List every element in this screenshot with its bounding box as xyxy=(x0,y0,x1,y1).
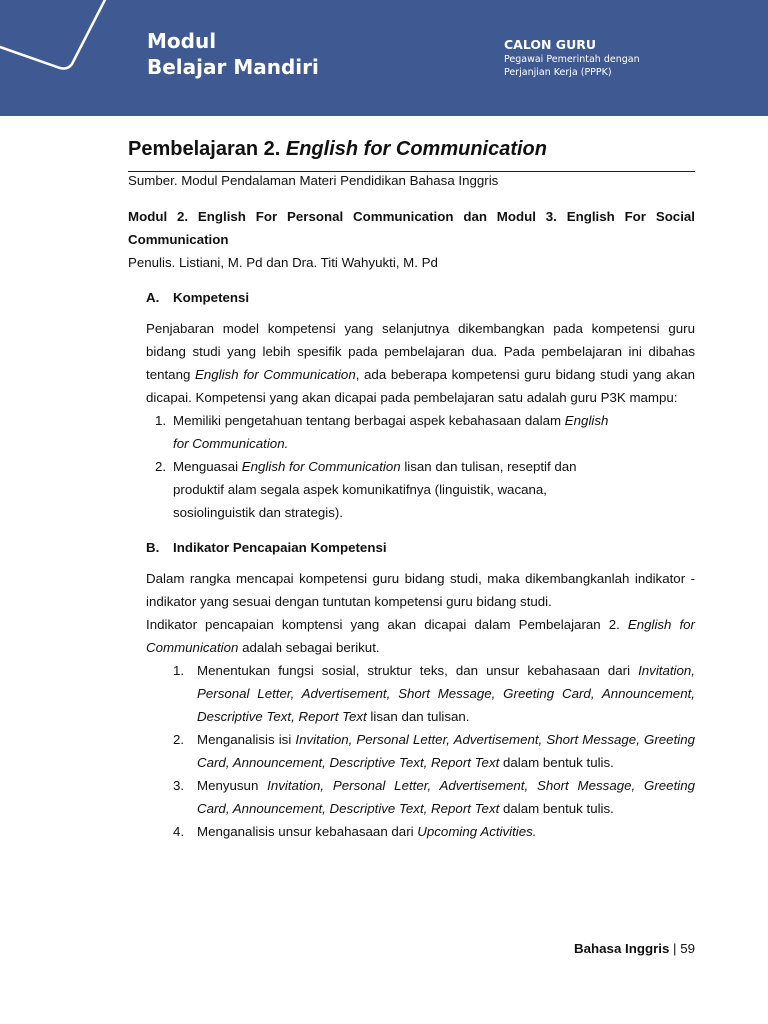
paragraph xyxy=(146,317,695,409)
page-title-prefix: Pembelajaran 2. xyxy=(128,138,286,160)
section-letter: B. xyxy=(146,540,160,555)
text: lisan dan tulisan. xyxy=(366,709,470,724)
module-title-line1: Modul xyxy=(147,29,217,53)
text-italic: Invitation, Personal Letter, Advertisement, Short Message, Greeting Card, Announcement, Descriptive Text, Report Text xyxy=(197,778,696,816)
page-content xyxy=(128,136,695,843)
page-title-italic: English for Communication xyxy=(285,138,547,160)
text: dalam bentuk tulis. xyxy=(499,801,614,816)
indicator-list xyxy=(146,659,695,843)
list-number: 2. xyxy=(155,459,167,474)
list-item xyxy=(146,728,695,774)
section-kompetensi xyxy=(128,286,695,524)
author-line: Penulis. Listiani, M. Pd dan Dra. Titi Wahyukti, M. Pd xyxy=(128,255,438,270)
list-item xyxy=(146,820,695,843)
text: Penjabaran model kompetensi yang selanjutnya dikembangkan pada kompetensi guru bidang studi yang lebih spesifik pada pembelajaran dua. Pada pembelajaran ini dibahas tentang xyxy=(146,321,695,382)
text: Menguasai xyxy=(173,459,242,474)
list-item xyxy=(146,409,695,455)
text: Menyusun xyxy=(197,778,268,793)
text-italic: Upcoming Activities. xyxy=(417,824,537,839)
page-footer xyxy=(574,940,695,958)
page-header xyxy=(0,0,768,116)
text-italic: English for Communication xyxy=(194,367,356,382)
list-number: 1. xyxy=(173,663,185,678)
paragraph: Dalam rangka mencapai kompetensi guru bidang studi, maka dikembangkanlah indikator - indikator yang sesuai dengan tuntutan kompetensi guru bidang studi. xyxy=(146,571,695,609)
module-reference: Modul 2. English For Personal Communication dan Modul 3. English For Social Communication xyxy=(128,209,695,247)
list-item xyxy=(146,659,695,728)
section-title: Kompetensi xyxy=(173,290,250,305)
text: , ada beberapa kompetensi guru bidang studi yang akan dicapai. Kompetensi yang akan dicapai pada pembelajaran satu adalah guru P3K mampu: xyxy=(146,367,695,405)
list-number: 2. xyxy=(173,732,185,747)
program-subtitle-line1: Pegawai Pemerintah dengan xyxy=(504,54,640,65)
header-program-info xyxy=(504,37,640,79)
text-italic: Invitation, Personal Letter, Advertisement, Short Message, Greeting Card, Announcement, Descriptive Text, Report Text xyxy=(197,663,695,724)
text: Menentukan fungsi sosial, struktur teks, dan unsur kebahasaan dari xyxy=(197,663,639,678)
text-italic: Invitation, Personal Letter, Advertisement, Short Message, Greeting Card, Announcement, Descriptive Text, Report Text xyxy=(197,732,696,770)
list-text xyxy=(173,409,695,455)
text: Indikator pencapaian komptensi yang akan dicapai dalam Pembelajaran 2. xyxy=(146,617,628,632)
header-decoration-icon xyxy=(0,0,140,116)
program-subtitle-line2: Perjanjian Kerja (PPPK) xyxy=(504,67,612,78)
module-title xyxy=(147,28,319,80)
footer-separator: | xyxy=(669,941,681,956)
text: Memiliki pengetahuan tentang berbagai aspek kebahasaan dalam xyxy=(173,413,565,428)
text-italic: English for Communication. xyxy=(173,413,609,451)
section-letter: A. xyxy=(146,290,160,305)
list-item xyxy=(146,455,695,524)
list-item xyxy=(146,774,695,820)
list-text xyxy=(173,455,695,524)
list-text xyxy=(197,659,695,728)
list-number: 3. xyxy=(173,778,185,793)
paragraph xyxy=(146,613,695,659)
text: dalam bentuk tulis. xyxy=(499,755,614,770)
competency-list xyxy=(146,409,695,524)
list-number: 4. xyxy=(173,824,185,839)
program-title: CALON GURU xyxy=(504,37,596,52)
list-text xyxy=(197,774,695,820)
section-heading xyxy=(146,536,695,559)
text: Menganalisis unsur kebahasaan dari xyxy=(197,824,418,839)
text: adalah sebagai berikut. xyxy=(238,640,380,655)
section-title: Indikator Pencapaian Kompetensi xyxy=(173,540,387,555)
section-indikator xyxy=(128,536,695,843)
section-heading xyxy=(146,286,695,309)
list-text xyxy=(197,820,695,843)
page-number: 59 xyxy=(680,941,695,956)
footer-subject: Bahasa Inggris xyxy=(574,941,670,956)
page-title xyxy=(128,136,695,162)
text: Menganalisis isi xyxy=(197,732,296,747)
source-line: Sumber. Modul Pendalaman Materi Pendidikan Bahasa Inggris xyxy=(128,173,499,188)
text-italic: English for Communication xyxy=(146,617,695,655)
text-italic: English for Communication xyxy=(241,459,401,474)
module-title-line2: Belajar Mandiri xyxy=(147,55,319,79)
text: lisan dan tulisan, reseptif dan produktif alam segala aspek komunikatifnya (linguistik, wacana, sosiolinguistik dan strategis). xyxy=(173,459,577,520)
list-text xyxy=(197,728,695,774)
list-number: 1. xyxy=(155,413,167,428)
